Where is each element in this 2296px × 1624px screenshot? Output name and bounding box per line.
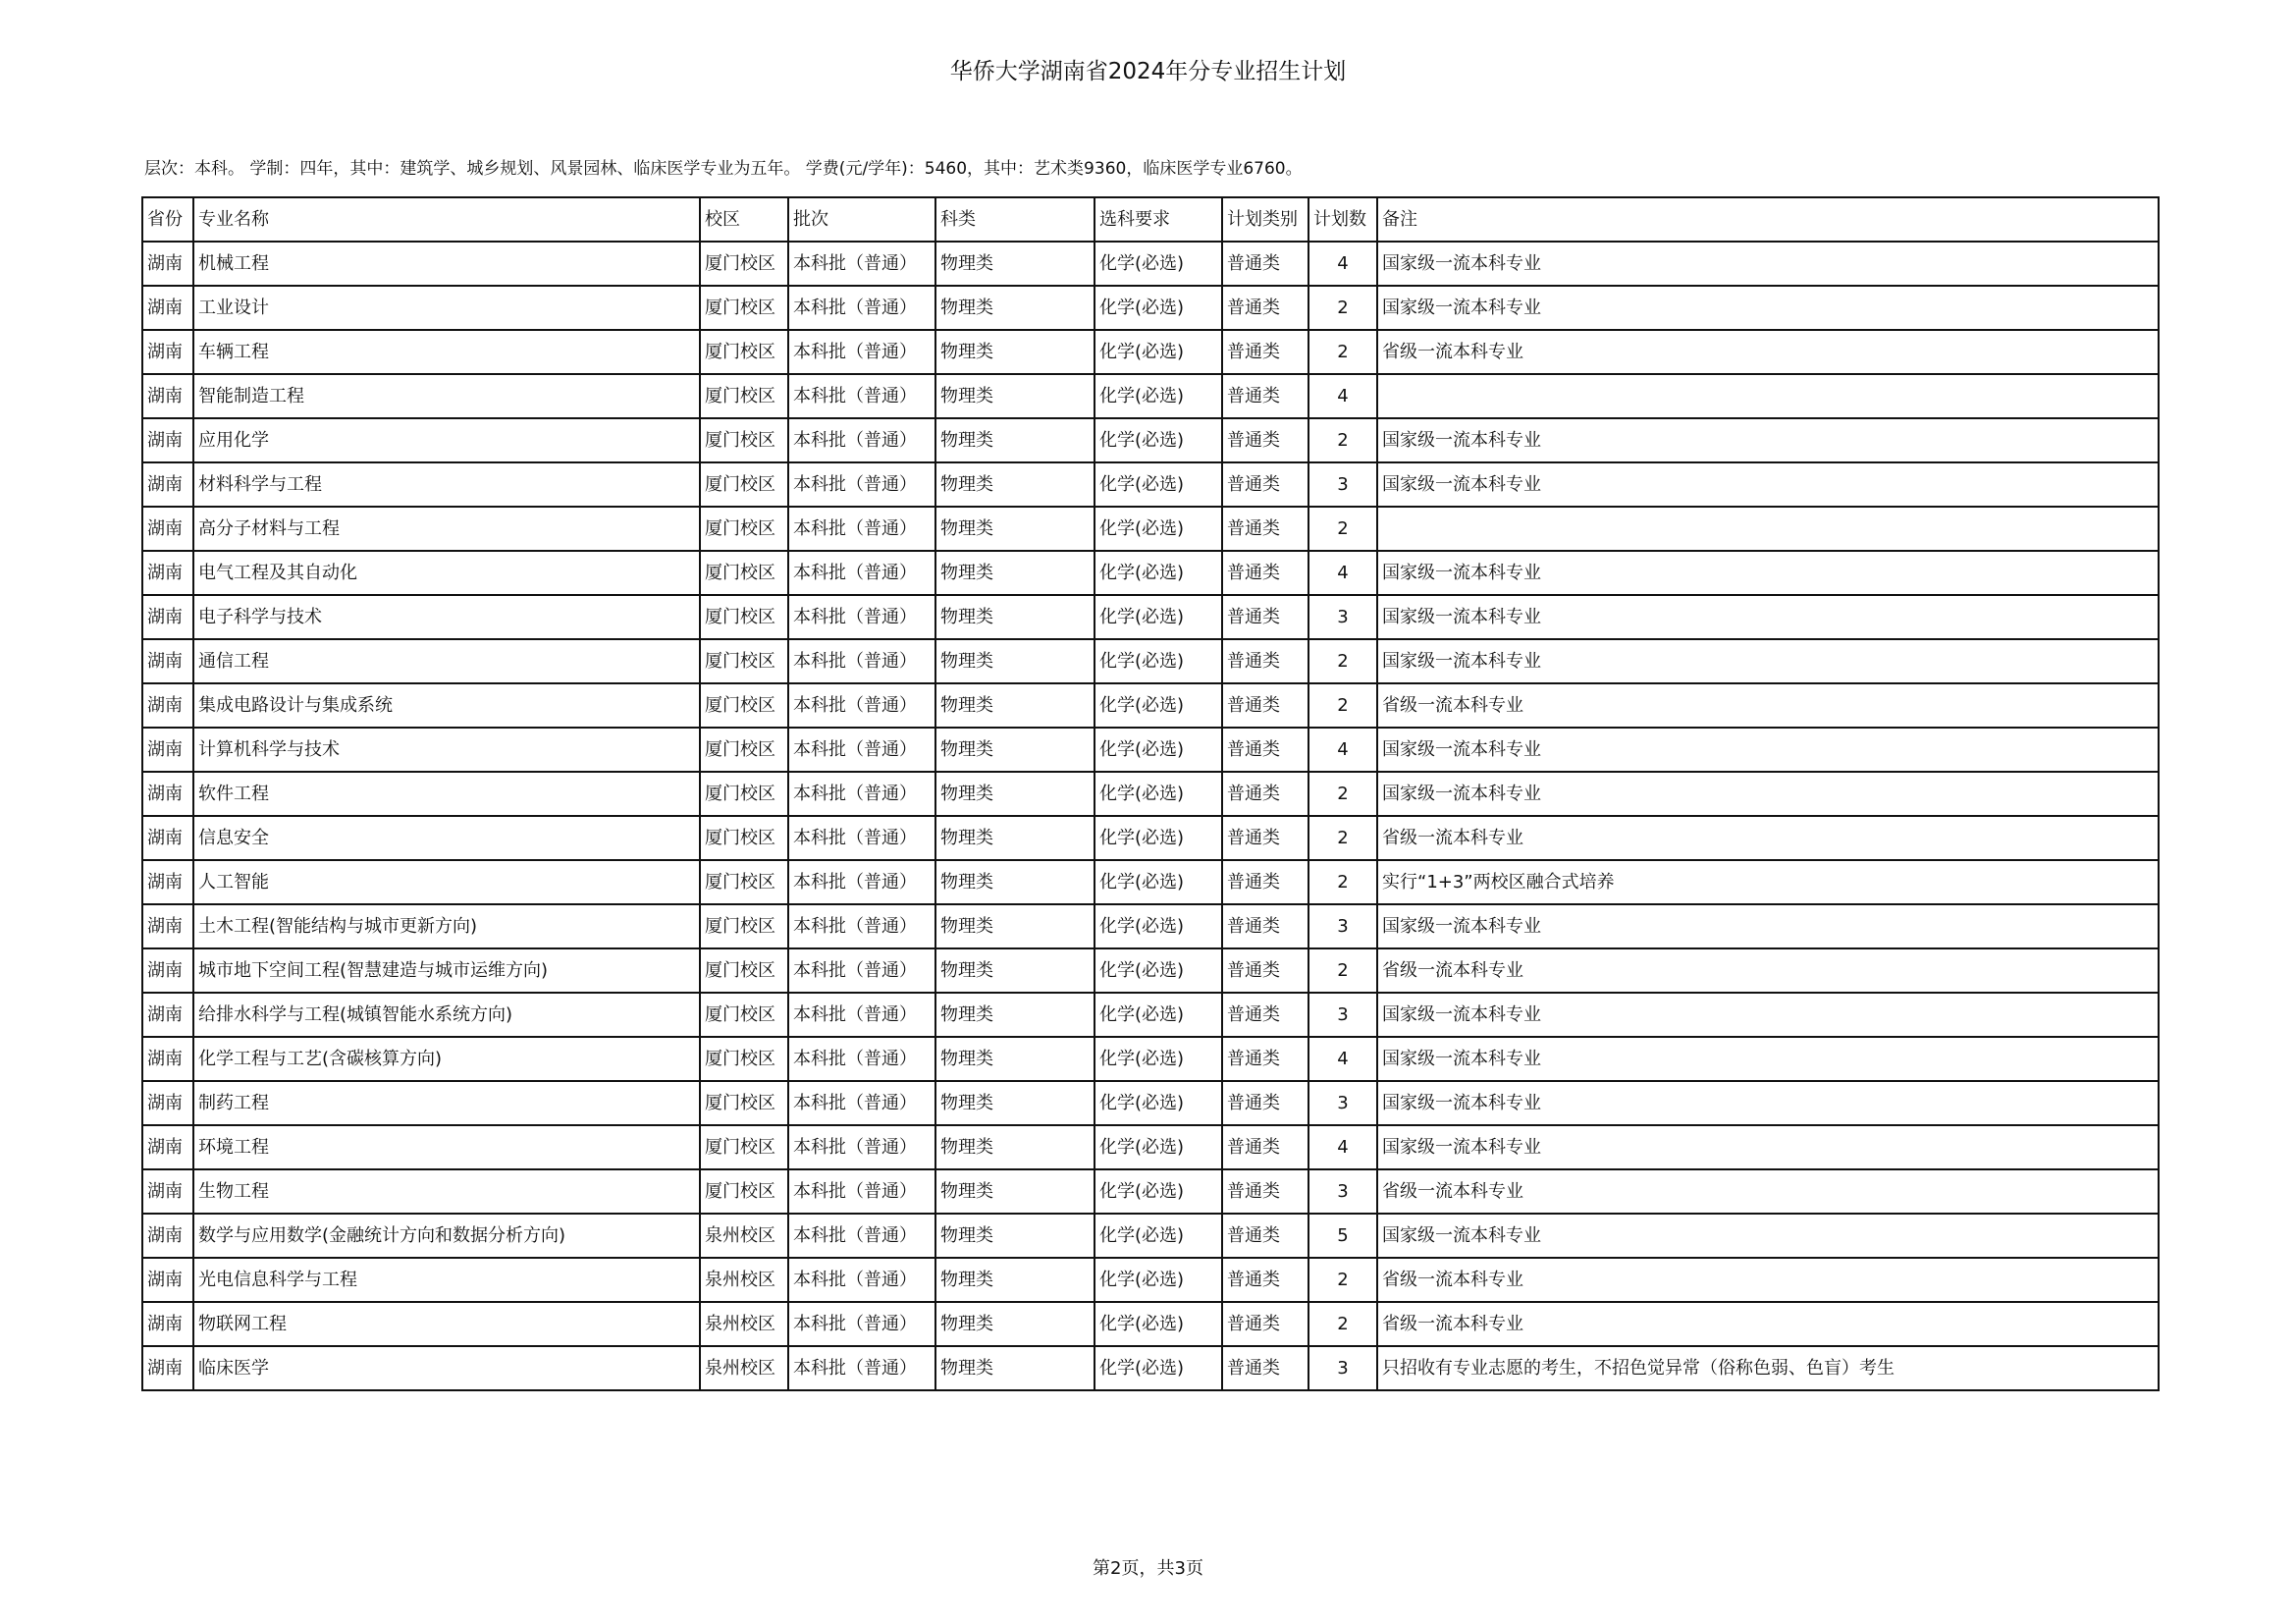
cell-plan-count: 2	[1308, 507, 1377, 551]
cell-remarks: 只招收有专业志愿的考生，不招色觉异常（俗称色弱、色盲）考生	[1377, 1346, 2159, 1390]
cell-subject-requirement: 化学(必选)	[1095, 993, 1222, 1037]
cell-plan-type: 普通类	[1222, 993, 1308, 1037]
cell-plan-count: 4	[1308, 1125, 1377, 1169]
cell-province: 湖南	[142, 1125, 193, 1169]
cell-plan-count: 3	[1308, 1081, 1377, 1125]
cell-campus: 泉州校区	[700, 1302, 788, 1346]
cell-major: 应用化学	[193, 418, 700, 462]
cell-campus: 厦门校区	[700, 683, 788, 728]
table-row	[142, 1169, 2159, 1214]
cell-plan-type: 普通类	[1222, 904, 1308, 948]
cell-subject-requirement: 化学(必选)	[1095, 948, 1222, 993]
cell-plan-count: 2	[1308, 948, 1377, 993]
cell-campus: 厦门校区	[700, 595, 788, 639]
cell-remarks: 省级一流本科专业	[1377, 1302, 2159, 1346]
header-major: 专业名称	[193, 197, 700, 242]
cell-category: 物理类	[935, 462, 1095, 507]
cell-campus: 厦门校区	[700, 728, 788, 772]
cell-batch: 本科批（普通）	[788, 1037, 935, 1081]
cell-batch: 本科批（普通）	[788, 462, 935, 507]
table-row	[142, 1258, 2159, 1302]
cell-plan-type: 普通类	[1222, 948, 1308, 993]
table-row	[142, 772, 2159, 816]
cell-major: 人工智能	[193, 860, 700, 904]
cell-category: 物理类	[935, 1125, 1095, 1169]
cell-province: 湖南	[142, 1302, 193, 1346]
cell-subject-requirement: 化学(必选)	[1095, 1037, 1222, 1081]
cell-batch: 本科批（普通）	[788, 639, 935, 683]
cell-remarks: 省级一流本科专业	[1377, 948, 2159, 993]
cell-major: 电子科学与技术	[193, 595, 700, 639]
cell-campus: 厦门校区	[700, 1169, 788, 1214]
cell-province: 湖南	[142, 242, 193, 286]
cell-category: 物理类	[935, 330, 1095, 374]
cell-plan-count: 2	[1308, 816, 1377, 860]
cell-category: 物理类	[935, 507, 1095, 551]
cell-province: 湖南	[142, 462, 193, 507]
cell-batch: 本科批（普通）	[788, 418, 935, 462]
cell-province: 湖南	[142, 286, 193, 330]
header-category: 科类	[935, 197, 1095, 242]
cell-campus: 厦门校区	[700, 993, 788, 1037]
cell-campus: 厦门校区	[700, 507, 788, 551]
cell-plan-type: 普通类	[1222, 286, 1308, 330]
cell-category: 物理类	[935, 683, 1095, 728]
cell-batch: 本科批（普通）	[788, 242, 935, 286]
cell-plan-count: 2	[1308, 1302, 1377, 1346]
header-campus: 校区	[700, 197, 788, 242]
table-row	[142, 595, 2159, 639]
cell-subject-requirement: 化学(必选)	[1095, 330, 1222, 374]
cell-plan-count: 3	[1308, 462, 1377, 507]
cell-major: 土木工程(智能结构与城市更新方向)	[193, 904, 700, 948]
cell-plan-type: 普通类	[1222, 639, 1308, 683]
cell-province: 湖南	[142, 948, 193, 993]
cell-subject-requirement: 化学(必选)	[1095, 595, 1222, 639]
header-province: 省份	[142, 197, 193, 242]
cell-plan-count: 2	[1308, 860, 1377, 904]
cell-category: 物理类	[935, 418, 1095, 462]
cell-remarks: 省级一流本科专业	[1377, 1169, 2159, 1214]
cell-batch: 本科批（普通）	[788, 507, 935, 551]
cell-remarks: 省级一流本科专业	[1377, 330, 2159, 374]
cell-province: 湖南	[142, 1258, 193, 1302]
cell-remarks	[1377, 374, 2159, 418]
cell-remarks: 国家级一流本科专业	[1377, 462, 2159, 507]
cell-campus: 厦门校区	[700, 860, 788, 904]
cell-batch: 本科批（普通）	[788, 1346, 935, 1390]
cell-plan-type: 普通类	[1222, 816, 1308, 860]
cell-category: 物理类	[935, 286, 1095, 330]
cell-province: 湖南	[142, 639, 193, 683]
cell-plan-type: 普通类	[1222, 772, 1308, 816]
cell-province: 湖南	[142, 904, 193, 948]
cell-province: 湖南	[142, 418, 193, 462]
cell-category: 物理类	[935, 242, 1095, 286]
cell-major: 电气工程及其自动化	[193, 551, 700, 595]
cell-remarks: 实行“1+3”两校区融合式培养	[1377, 860, 2159, 904]
cell-major: 城市地下空间工程(智慧建造与城市运维方向)	[193, 948, 700, 993]
cell-plan-count: 2	[1308, 286, 1377, 330]
cell-subject-requirement: 化学(必选)	[1095, 860, 1222, 904]
header-plan-type: 计划类别	[1222, 197, 1308, 242]
cell-plan-count: 3	[1308, 595, 1377, 639]
cell-campus: 厦门校区	[700, 948, 788, 993]
table-row	[142, 374, 2159, 418]
table-row	[142, 1214, 2159, 1258]
cell-subject-requirement: 化学(必选)	[1095, 639, 1222, 683]
page-number: 第2页，共3页	[1093, 1558, 1203, 1579]
cell-province: 湖南	[142, 551, 193, 595]
cell-batch: 本科批（普通）	[788, 551, 935, 595]
cell-campus: 泉州校区	[700, 1258, 788, 1302]
cell-province: 湖南	[142, 683, 193, 728]
cell-remarks: 省级一流本科专业	[1377, 816, 2159, 860]
cell-campus: 厦门校区	[700, 639, 788, 683]
enrollment-plan-table	[141, 196, 2160, 1391]
cell-campus: 厦门校区	[700, 772, 788, 816]
cell-plan-type: 普通类	[1222, 1302, 1308, 1346]
cell-batch: 本科批（普通）	[788, 1125, 935, 1169]
cell-major: 工业设计	[193, 286, 700, 330]
cell-plan-type: 普通类	[1222, 1125, 1308, 1169]
table-row	[142, 330, 2159, 374]
cell-plan-count: 4	[1308, 374, 1377, 418]
cell-category: 物理类	[935, 948, 1095, 993]
cell-major: 化学工程与工艺(含碳核算方向)	[193, 1037, 700, 1081]
cell-category: 物理类	[935, 1302, 1095, 1346]
cell-batch: 本科批（普通）	[788, 816, 935, 860]
cell-campus: 厦门校区	[700, 330, 788, 374]
table-row	[142, 1346, 2159, 1390]
table-header-row	[142, 197, 2159, 242]
cell-province: 湖南	[142, 993, 193, 1037]
cell-remarks: 国家级一流本科专业	[1377, 595, 2159, 639]
cell-plan-type: 普通类	[1222, 1214, 1308, 1258]
cell-category: 物理类	[935, 1037, 1095, 1081]
table-row	[142, 639, 2159, 683]
cell-plan-count: 2	[1308, 418, 1377, 462]
cell-category: 物理类	[935, 1346, 1095, 1390]
table-row	[142, 860, 2159, 904]
cell-subject-requirement: 化学(必选)	[1095, 1169, 1222, 1214]
cell-plan-count: 2	[1308, 1258, 1377, 1302]
table-row	[142, 507, 2159, 551]
cell-campus: 泉州校区	[700, 1346, 788, 1390]
cell-batch: 本科批（普通）	[788, 683, 935, 728]
cell-plan-count: 2	[1308, 683, 1377, 728]
cell-subject-requirement: 化学(必选)	[1095, 1258, 1222, 1302]
cell-major: 制药工程	[193, 1081, 700, 1125]
cell-category: 物理类	[935, 639, 1095, 683]
table-row	[142, 993, 2159, 1037]
cell-batch: 本科批（普通）	[788, 860, 935, 904]
cell-campus: 泉州校区	[700, 1214, 788, 1258]
cell-province: 湖南	[142, 1214, 193, 1258]
cell-province: 湖南	[142, 1346, 193, 1390]
cell-campus: 厦门校区	[700, 1125, 788, 1169]
cell-plan-type: 普通类	[1222, 374, 1308, 418]
cell-campus: 厦门校区	[700, 551, 788, 595]
cell-campus: 厦门校区	[700, 242, 788, 286]
cell-category: 物理类	[935, 595, 1095, 639]
table-row	[142, 948, 2159, 993]
cell-subject-requirement: 化学(必选)	[1095, 1081, 1222, 1125]
cell-major: 光电信息科学与工程	[193, 1258, 700, 1302]
cell-major: 生物工程	[193, 1169, 700, 1214]
cell-batch: 本科批（普通）	[788, 1081, 935, 1125]
cell-plan-type: 普通类	[1222, 551, 1308, 595]
header-remarks: 备注	[1377, 197, 2159, 242]
cell-batch: 本科批（普通）	[788, 904, 935, 948]
table-row	[142, 418, 2159, 462]
cell-category: 物理类	[935, 374, 1095, 418]
cell-batch: 本科批（普通）	[788, 728, 935, 772]
cell-category: 物理类	[935, 816, 1095, 860]
cell-plan-type: 普通类	[1222, 1258, 1308, 1302]
cell-plan-type: 普通类	[1222, 1081, 1308, 1125]
cell-major: 智能制造工程	[193, 374, 700, 418]
table-row	[142, 816, 2159, 860]
cell-category: 物理类	[935, 1081, 1095, 1125]
cell-campus: 厦门校区	[700, 374, 788, 418]
cell-plan-type: 普通类	[1222, 683, 1308, 728]
table-row	[142, 1302, 2159, 1346]
cell-major: 物联网工程	[193, 1302, 700, 1346]
cell-campus: 厦门校区	[700, 286, 788, 330]
cell-remarks	[1377, 507, 2159, 551]
table-row	[142, 462, 2159, 507]
table-row	[142, 728, 2159, 772]
cell-remarks: 国家级一流本科专业	[1377, 1081, 2159, 1125]
cell-batch: 本科批（普通）	[788, 772, 935, 816]
cell-remarks: 国家级一流本科专业	[1377, 639, 2159, 683]
cell-plan-type: 普通类	[1222, 242, 1308, 286]
cell-province: 湖南	[142, 728, 193, 772]
enrollment-notes: 层次：本科。 学制：四年，其中：建筑学、城乡规划、风景园林、临床医学专业为五年。 学费(元/学年)：5460，其中：艺术类9360，临床医学专业6760。	[144, 159, 1303, 179]
cell-remarks: 国家级一流本科专业	[1377, 551, 2159, 595]
cell-plan-type: 普通类	[1222, 418, 1308, 462]
cell-province: 湖南	[142, 1169, 193, 1214]
cell-campus: 厦门校区	[700, 462, 788, 507]
header-plan-count: 计划数	[1308, 197, 1377, 242]
cell-plan-type: 普通类	[1222, 330, 1308, 374]
cell-plan-count: 3	[1308, 993, 1377, 1037]
cell-batch: 本科批（普通）	[788, 1169, 935, 1214]
cell-remarks: 国家级一流本科专业	[1377, 728, 2159, 772]
cell-major: 高分子材料与工程	[193, 507, 700, 551]
cell-subject-requirement: 化学(必选)	[1095, 374, 1222, 418]
cell-subject-requirement: 化学(必选)	[1095, 462, 1222, 507]
cell-plan-type: 普通类	[1222, 595, 1308, 639]
cell-plan-type: 普通类	[1222, 1346, 1308, 1390]
cell-subject-requirement: 化学(必选)	[1095, 728, 1222, 772]
cell-batch: 本科批（普通）	[788, 286, 935, 330]
cell-plan-count: 4	[1308, 1037, 1377, 1081]
cell-plan-count: 3	[1308, 904, 1377, 948]
cell-remarks: 国家级一流本科专业	[1377, 286, 2159, 330]
cell-campus: 厦门校区	[700, 904, 788, 948]
cell-remarks: 国家级一流本科专业	[1377, 993, 2159, 1037]
cell-subject-requirement: 化学(必选)	[1095, 507, 1222, 551]
table-row	[142, 1037, 2159, 1081]
cell-campus: 厦门校区	[700, 1081, 788, 1125]
cell-major: 计算机科学与技术	[193, 728, 700, 772]
cell-category: 物理类	[935, 728, 1095, 772]
table-row	[142, 286, 2159, 330]
cell-major: 环境工程	[193, 1125, 700, 1169]
cell-subject-requirement: 化学(必选)	[1095, 1125, 1222, 1169]
cell-major: 机械工程	[193, 242, 700, 286]
cell-remarks: 国家级一流本科专业	[1377, 904, 2159, 948]
cell-subject-requirement: 化学(必选)	[1095, 286, 1222, 330]
header-subject-requirement: 选科要求	[1095, 197, 1222, 242]
cell-province: 湖南	[142, 816, 193, 860]
cell-plan-type: 普通类	[1222, 860, 1308, 904]
cell-subject-requirement: 化学(必选)	[1095, 1346, 1222, 1390]
cell-plan-count: 5	[1308, 1214, 1377, 1258]
cell-category: 物理类	[935, 772, 1095, 816]
cell-major: 给排水科学与工程(城镇智能水系统方向)	[193, 993, 700, 1037]
cell-remarks: 国家级一流本科专业	[1377, 1125, 2159, 1169]
cell-province: 湖南	[142, 1037, 193, 1081]
cell-batch: 本科批（普通）	[788, 993, 935, 1037]
cell-province: 湖南	[142, 860, 193, 904]
cell-major: 临床医学	[193, 1346, 700, 1390]
cell-plan-count: 4	[1308, 728, 1377, 772]
cell-batch: 本科批（普通）	[788, 330, 935, 374]
cell-plan-count: 3	[1308, 1169, 1377, 1214]
cell-province: 湖南	[142, 507, 193, 551]
cell-plan-count: 2	[1308, 330, 1377, 374]
header-batch: 批次	[788, 197, 935, 242]
cell-major: 数学与应用数学(金融统计方向和数据分析方向)	[193, 1214, 700, 1258]
cell-subject-requirement: 化学(必选)	[1095, 816, 1222, 860]
cell-plan-type: 普通类	[1222, 507, 1308, 551]
cell-campus: 厦门校区	[700, 816, 788, 860]
cell-province: 湖南	[142, 1081, 193, 1125]
table-row	[142, 551, 2159, 595]
cell-major: 通信工程	[193, 639, 700, 683]
cell-category: 物理类	[935, 551, 1095, 595]
cell-subject-requirement: 化学(必选)	[1095, 418, 1222, 462]
cell-subject-requirement: 化学(必选)	[1095, 772, 1222, 816]
cell-campus: 厦门校区	[700, 418, 788, 462]
cell-plan-type: 普通类	[1222, 1169, 1308, 1214]
cell-remarks: 国家级一流本科专业	[1377, 418, 2159, 462]
cell-batch: 本科批（普通）	[788, 1258, 935, 1302]
cell-remarks: 国家级一流本科专业	[1377, 242, 2159, 286]
cell-province: 湖南	[142, 374, 193, 418]
cell-subject-requirement: 化学(必选)	[1095, 1214, 1222, 1258]
table-row	[142, 1081, 2159, 1125]
cell-major: 材料科学与工程	[193, 462, 700, 507]
cell-category: 物理类	[935, 1169, 1095, 1214]
cell-subject-requirement: 化学(必选)	[1095, 904, 1222, 948]
cell-plan-count: 3	[1308, 1346, 1377, 1390]
cell-major: 车辆工程	[193, 330, 700, 374]
cell-remarks: 国家级一流本科专业	[1377, 1214, 2159, 1258]
table-row	[142, 1125, 2159, 1169]
cell-category: 物理类	[935, 860, 1095, 904]
cell-province: 湖南	[142, 772, 193, 816]
page-title: 华侨大学湖南省2024年分专业招生计划	[949, 59, 1347, 84]
cell-batch: 本科批（普通）	[788, 1302, 935, 1346]
cell-province: 湖南	[142, 595, 193, 639]
cell-remarks: 省级一流本科专业	[1377, 1258, 2159, 1302]
cell-plan-count: 4	[1308, 242, 1377, 286]
cell-subject-requirement: 化学(必选)	[1095, 242, 1222, 286]
cell-province: 湖南	[142, 330, 193, 374]
cell-plan-count: 4	[1308, 551, 1377, 595]
cell-major: 软件工程	[193, 772, 700, 816]
cell-major: 集成电路设计与集成系统	[193, 683, 700, 728]
cell-batch: 本科批（普通）	[788, 1214, 935, 1258]
cell-category: 物理类	[935, 1214, 1095, 1258]
cell-category: 物理类	[935, 1258, 1095, 1302]
cell-plan-type: 普通类	[1222, 1037, 1308, 1081]
cell-category: 物理类	[935, 993, 1095, 1037]
cell-subject-requirement: 化学(必选)	[1095, 551, 1222, 595]
table-row	[142, 904, 2159, 948]
cell-batch: 本科批（普通）	[788, 948, 935, 993]
cell-remarks: 国家级一流本科专业	[1377, 1037, 2159, 1081]
cell-remarks: 国家级一流本科专业	[1377, 772, 2159, 816]
cell-plan-type: 普通类	[1222, 462, 1308, 507]
cell-major: 信息安全	[193, 816, 700, 860]
cell-subject-requirement: 化学(必选)	[1095, 1302, 1222, 1346]
cell-plan-type: 普通类	[1222, 728, 1308, 772]
cell-category: 物理类	[935, 904, 1095, 948]
cell-campus: 厦门校区	[700, 1037, 788, 1081]
table-row	[142, 242, 2159, 286]
table-row	[142, 683, 2159, 728]
cell-plan-count: 2	[1308, 772, 1377, 816]
cell-batch: 本科批（普通）	[788, 374, 935, 418]
cell-batch: 本科批（普通）	[788, 595, 935, 639]
cell-remarks: 省级一流本科专业	[1377, 683, 2159, 728]
cell-plan-count: 2	[1308, 639, 1377, 683]
cell-subject-requirement: 化学(必选)	[1095, 683, 1222, 728]
